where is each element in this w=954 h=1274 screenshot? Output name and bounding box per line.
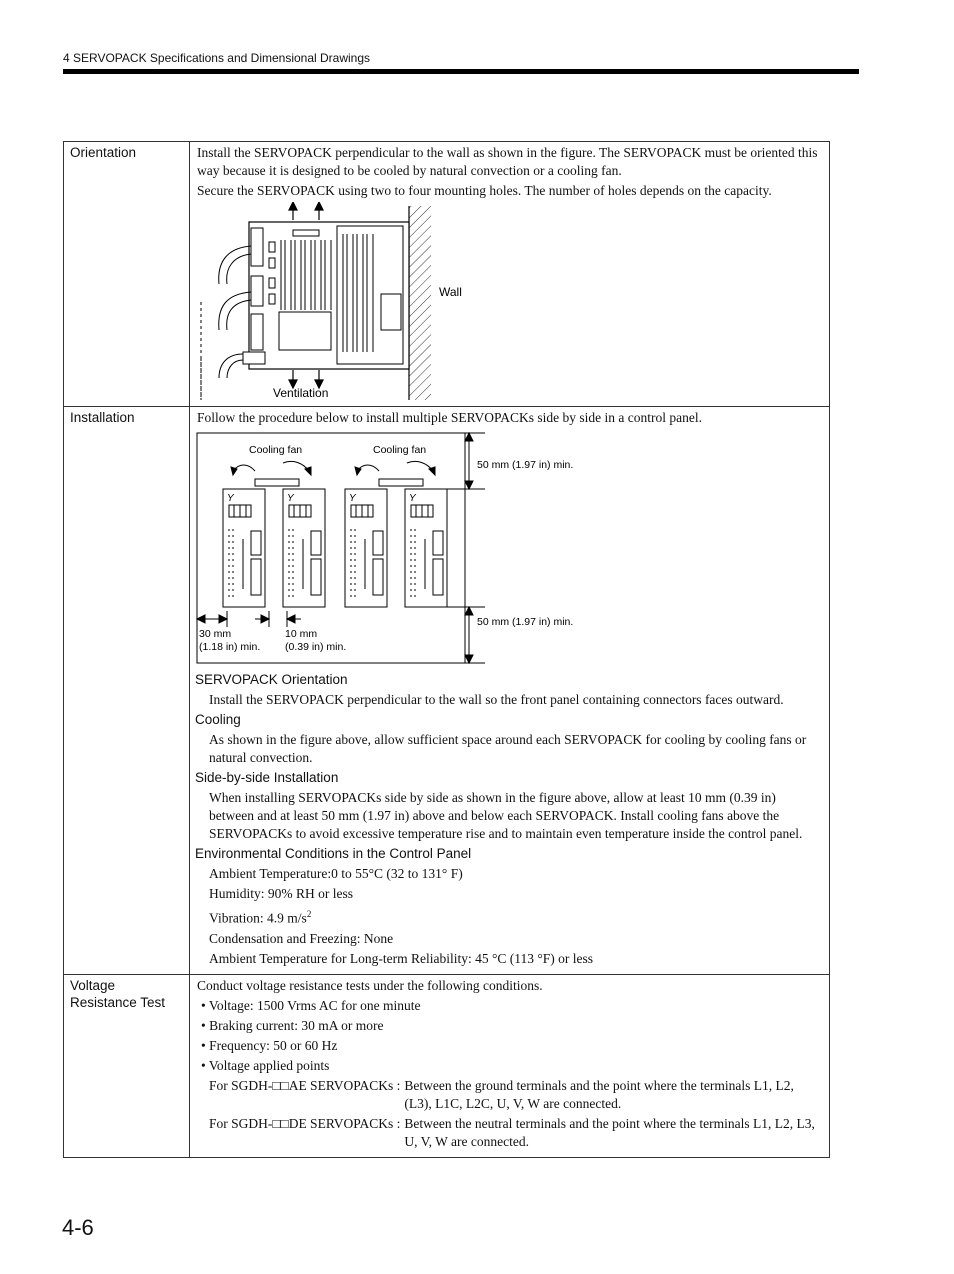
fan-airflow-arrows: [231, 461, 435, 475]
ventilation-label: Ventilation: [273, 386, 329, 400]
voltage-bullet-1: • Voltage: 1500 Vrms AC for one minute: [201, 997, 421, 1013]
installation-label: Installation: [64, 407, 190, 975]
orientation-content: [190, 142, 830, 407]
servopack-units: [223, 489, 447, 607]
cooling-fan-label-right: Cooling fan: [373, 444, 427, 456]
front-window: [279, 312, 331, 350]
env-condensation: Condensation and Freezing: None: [209, 930, 394, 946]
spec-table: [63, 141, 830, 1158]
bottom-clearance-label: 50 mm (1.97 in) min.: [477, 616, 574, 628]
env-vibration-text: Vibration: 4.9 m/s: [209, 910, 307, 926]
voltage-ae-points: Between the ground terminals and the point where the terminals L1, L2, (L3), L1C, L2C, U, V, W are connected.: [404, 1077, 794, 1111]
top-clearance-label: 50 mm (1.97 in) min.: [477, 459, 574, 471]
env-vibration: [209, 905, 823, 928]
cooling-fan-label-left: Cooling fan: [249, 444, 303, 456]
dimension-lines-horizontal: [197, 611, 301, 627]
cooling-fan-right: [379, 479, 423, 486]
voltage-bullet-2: • Braking current: 30 mA or more: [201, 1017, 384, 1033]
env-ambient: Ambient Temperature:0 to 55°C (32 to 131° F): [209, 866, 463, 881]
voltage-de-model: For SGDH-□□DE SERVOPACKs :: [209, 1115, 401, 1131]
servopack-orientation-text: Install the SERVOPACK perpendicular to the wall so the front panel containing connectors faces outward.: [209, 692, 784, 707]
orientation-label: Orientation: [64, 142, 190, 407]
voltage-de-row: [209, 1115, 823, 1151]
wall-label: Wall: [439, 285, 462, 299]
voltage-row: [64, 974, 830, 1157]
servopack-unit: [283, 489, 325, 607]
side-by-side-text: When installing SERVOPACKs side by side as shown in the figure above, allow at least 10 mm (0.39 in) between and at least 50 mm (1.97 in) above and below each SERVOPACK. Install cooling fans above the SERVOPACKs to avoid excessive temperature rise and to maintain even temperature inside the control panel.: [209, 790, 803, 841]
servopack-orientation-heading: SERVOPACK Orientation: [195, 672, 348, 687]
orientation-text-2: Secure the SERVOPACK using two to four mounting holes. The number of holes depends on the capacity.: [197, 183, 772, 198]
voltage-content: [190, 974, 830, 1157]
voltage-de-points: Between the neutral terminals and the point where the terminals L1, L2, L3, U, V, W are connected.: [404, 1115, 815, 1149]
gap-clearance-label-1: 10 mm: [285, 628, 318, 640]
wall-hatch: [409, 206, 431, 400]
voltage-intro: Conduct voltage resistance tests under the following conditions.: [197, 977, 543, 993]
orientation-row: [64, 142, 830, 407]
installation-row: [64, 407, 830, 975]
env-longterm: Ambient Temperature for Long-term Reliability: 45 °C (113 °F) or less: [209, 950, 594, 966]
top-label: [293, 230, 319, 236]
voltage-bullet-3: • Frequency: 50 or 60 Hz: [201, 1037, 338, 1053]
ventilation-arrows-top: [289, 202, 323, 220]
voltage-bullet-4: • Voltage applied points: [201, 1057, 330, 1073]
servopack-unit: [223, 489, 265, 607]
side-clearance-label-2: (1.18 in) min.: [199, 641, 261, 653]
env-vibration-exponent: 2: [306, 909, 312, 919]
running-header: 4 SERVOPACK Specifications and Dimensional Drawings: [63, 51, 371, 65]
cooling-text: As shown in the figure above, allow sufficient space around each SERVOPACK for cooling by cooling fans or natural convection.: [209, 732, 807, 765]
svg-text:Y: Y: [227, 493, 234, 504]
page-number: 4-6: [62, 1215, 94, 1240]
side-by-side-heading: Side-by-side Installation: [195, 770, 339, 785]
svg-text:Y: Y: [287, 493, 294, 504]
servopack-unit: [345, 489, 387, 607]
nameplate: [381, 294, 401, 330]
environment-list: [209, 865, 823, 968]
side-by-side-figure: [193, 429, 633, 669]
cooling-fan-left: [255, 479, 299, 486]
env-humidity: Humidity: 90% RH or less: [209, 886, 353, 901]
header-rule: [63, 69, 859, 74]
cables: [201, 246, 251, 400]
orientation-figure: [197, 202, 497, 402]
voltage-ae-row: [209, 1077, 823, 1113]
side-clearance-label-1: 30 mm: [199, 628, 232, 640]
installation-content: [190, 407, 830, 975]
servopack-unit: [405, 489, 447, 607]
svg-text:Y: Y: [349, 493, 356, 504]
voltage-ae-model: For SGDH-□□AE SERVOPACKs :: [209, 1077, 401, 1093]
svg-text:Y: Y: [409, 493, 416, 504]
orientation-text-1: Install the SERVOPACK perpendicular to the wall as shown in the figure. The SERVOPACK must be oriented this way because it is designed to be cooled by natural convection or a cooling fan.: [197, 145, 818, 178]
environment-heading: Environmental Conditions in the Control Panel: [195, 846, 472, 861]
voltage-label: Voltage Resistance Test: [64, 974, 190, 1157]
cooling-heading: Cooling: [195, 712, 241, 727]
installation-intro: Follow the procedure below to install multiple SERVOPACKs side by side in a control panel.: [197, 410, 702, 425]
gap-clearance-label-2: (0.39 in) min.: [285, 641, 347, 653]
